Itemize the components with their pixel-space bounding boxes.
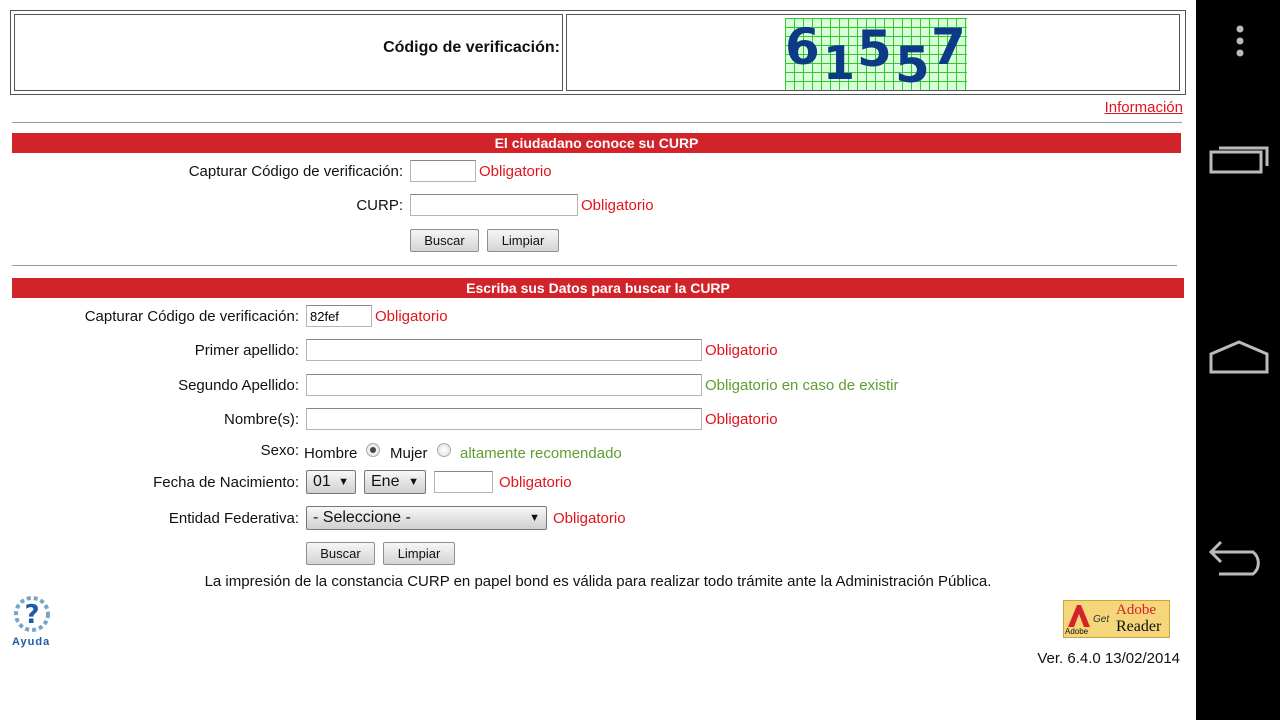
dob-day-value: 01	[313, 473, 331, 490]
dob-label: Fecha de Nacimiento:	[153, 474, 299, 491]
help-button[interactable]	[12, 595, 54, 647]
first-surname-label: Primer apellido:	[194, 342, 299, 359]
captcha-image-cell	[566, 14, 1180, 91]
captcha-table	[10, 10, 1186, 95]
dob-year-input[interactable]	[434, 471, 493, 493]
name-input[interactable]	[306, 408, 702, 430]
sex-female-radio[interactable]	[437, 443, 451, 457]
captcha-digit: 5	[857, 20, 892, 78]
first-surname-input[interactable]	[306, 339, 702, 361]
android-nav-bar	[1196, 0, 1280, 720]
section2-title: Escriba sus Datos para buscar la CURP	[12, 278, 1184, 298]
name-label: Nombre(s):	[223, 411, 299, 428]
captcha-label-cell	[14, 14, 563, 91]
section2-code-input[interactable]	[306, 305, 372, 327]
section1-code-required: Obligatorio	[479, 163, 552, 180]
section2-code-label: Capturar Código de verificación:	[84, 308, 299, 325]
bond-paper-note: La impresión de la constancia CURP en papel bond es válida para realizar todo trámite ante la Administración Pública.	[204, 573, 992, 590]
section1-curp-label: CURP:	[356, 197, 403, 214]
dob-required: Obligatorio	[499, 474, 572, 491]
second-surname-input[interactable]	[306, 374, 702, 396]
name-required: Obligatorio	[705, 411, 778, 428]
adobe-product-2: Reader	[1116, 618, 1162, 635]
help-question-icon	[12, 595, 54, 633]
dropdown-arrow-icon: ▼	[338, 476, 349, 488]
sex-male-label: Hombre	[304, 445, 358, 462]
second-surname-required: Obligatorio en caso de existir	[705, 377, 899, 394]
adobe-brand: Adobe	[1065, 627, 1089, 636]
divider	[12, 265, 1177, 266]
adobe-product: Adobe	[1116, 602, 1156, 618]
captcha-label: Código de verificación:	[383, 39, 560, 56]
section2-code-required: Obligatorio	[375, 308, 448, 325]
section1-code-label: Capturar Código de verificación:	[188, 163, 403, 180]
section2-clear-button[interactable]: Limpiar	[383, 542, 455, 565]
dropdown-arrow-icon: ▼	[529, 512, 540, 524]
state-required: Obligatorio	[553, 510, 626, 527]
dob-month-value: Ene	[371, 473, 400, 490]
captcha-image	[785, 18, 967, 90]
version-text: Ver. 6.4.0 13/02/2014	[1037, 650, 1180, 667]
divider	[12, 122, 1182, 123]
adobe-logo-icon	[1066, 603, 1092, 629]
dropdown-arrow-icon: ▼	[408, 476, 419, 488]
informacion-link[interactable]: Información	[1104, 99, 1183, 116]
section1-curp-required: Obligatorio	[581, 197, 654, 214]
back-icon[interactable]	[1207, 538, 1273, 578]
captcha-digit: 7	[931, 18, 966, 76]
svg-text:?: ?	[24, 600, 40, 630]
section2-search-button[interactable]: Buscar	[306, 542, 375, 565]
state-label: Entidad Federativa:	[168, 510, 299, 527]
section1-code-input[interactable]	[410, 160, 476, 182]
first-surname-required: Obligatorio	[705, 342, 778, 359]
recent-apps-icon[interactable]	[1209, 140, 1271, 176]
adobe-get: Get	[1093, 614, 1110, 625]
get-adobe-reader-button[interactable]	[1063, 600, 1170, 638]
section1-clear-button[interactable]: Limpiar	[487, 229, 559, 252]
captcha-digit: 6	[785, 18, 820, 76]
section1-search-button[interactable]: Buscar	[410, 229, 479, 252]
overflow-menu-icon[interactable]	[1235, 24, 1245, 58]
captcha-digit: 5	[895, 36, 930, 90]
state-select[interactable]	[306, 506, 547, 530]
sex-female-label: Mujer	[390, 445, 428, 462]
state-value: - Seleccione -	[313, 509, 411, 526]
dob-day-select[interactable]	[306, 470, 356, 494]
sex-required: altamente recomendado	[460, 445, 622, 462]
sex-male-radio[interactable]	[366, 443, 380, 457]
help-label: Ayuda	[12, 636, 51, 648]
curp-input[interactable]	[410, 194, 578, 216]
captcha-digit: 1	[823, 36, 856, 90]
home-icon[interactable]	[1209, 338, 1271, 378]
section1-title: El ciudadano conoce su CURP	[12, 133, 1181, 153]
dob-month-select[interactable]	[364, 470, 426, 494]
second-surname-label: Segundo Apellido:	[178, 377, 299, 394]
sex-label: Sexo:	[260, 442, 299, 459]
